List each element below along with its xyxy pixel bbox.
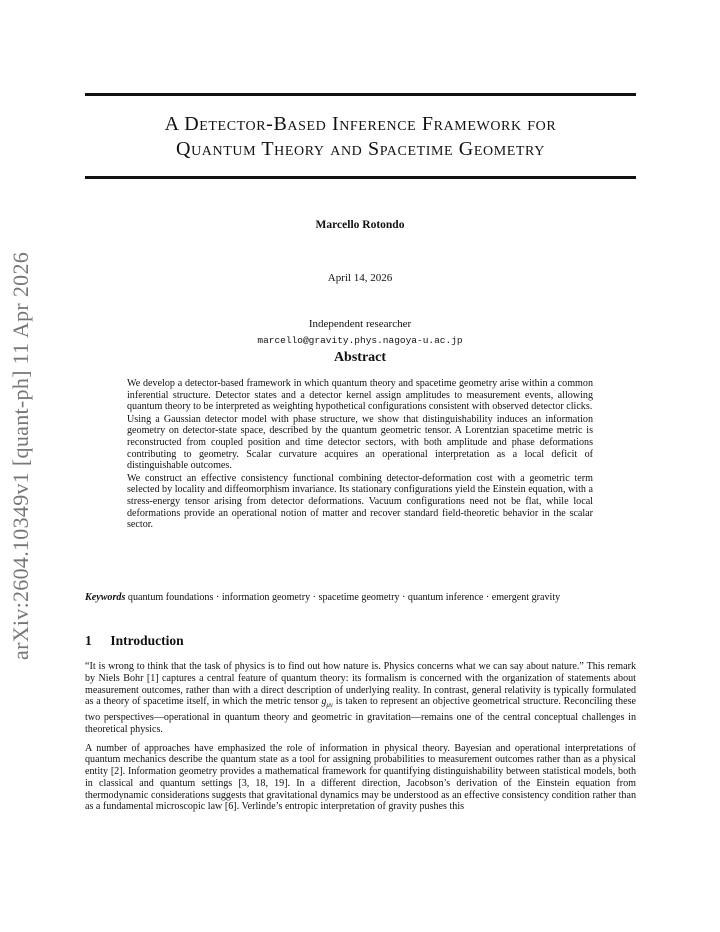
metric-tensor-symbol: $g_{\mu\nu}$: [321, 696, 333, 710]
affiliation: Independent researcher: [308, 318, 412, 330]
abstract-paragraph: We develop a detector-based framework in which quantum theory and spacetime geometry arise within a common inferential structure. Detector states and a detector kernel assign amplitudes to measurement events, allowing quantum theory to be interpreted as weighting hypothetical configurations consistent with observed detector clicks.: [127, 378, 593, 413]
abstract-heading: Abstract: [333, 350, 387, 365]
title-line-2: Quantum Theory and Spacetime Geometry: [176, 138, 545, 160]
paper-date: April 14, 2026: [327, 272, 393, 284]
title-line-1: A Detector-Based Inference Framework for: [164, 113, 557, 135]
section-title: Introduction: [110, 633, 184, 648]
arxiv-stamp: arXiv:2604.10349v1 [quant-ph] 11 Apr 2026: [8, 251, 33, 660]
abstract-paragraph: Using a Gaussian detector model with phase structure, we show that distinguishability induces an information geometry on detector-state space, described by the quantum geometric tensor. A Lorentzian spacetime metric is reconstructed from coupled position and time detector sectors, with both amplitude and phase deformations contributing to geometry. Scalar curvature acquires an operational interpretation as a local deficit of distinguishable outcomes.: [127, 413, 593, 472]
body-text: is taken to represent an objective geometrical structure. Reconciling these two perspectives—operational in quantum theory and geometric in gravitation—remains one of the central conceptual challenges in theoretical physics.: [85, 696, 636, 735]
section-heading: [85, 633, 184, 649]
keywords-text: quantum foundations · information geometry · spacetime geometry · quantum inference · emergent gravity: [127, 592, 561, 603]
body-text: “It is wrong to think that the task of physics is to find out how nature is. Physics concerns what we can say about nature.” This remark by Niels Bohr [1] captures a central feature of quantum theory: its formalism is concerned with the organization of statements about measurement outcomes, rather than with a direct description of underlying reality. In contrast, general relativity is typically formulated as a theory of spacetime itself, in which the metric tensor: [85, 661, 636, 708]
body-paragraph: [85, 661, 636, 736]
author-email: marcello@gravity.phys.nagoya-u.ac.jp: [257, 335, 463, 346]
section-number: 1: [85, 633, 92, 648]
title-bottom-rule: [85, 176, 636, 179]
author-name: Marcello Rotondo: [315, 219, 405, 231]
section-body: [85, 661, 636, 820]
paper-title: [85, 112, 636, 162]
keywords-label: Keywords: [85, 592, 126, 603]
title-top-rule: [85, 93, 636, 96]
abstract-paragraph: We construct an effective consistency functional combining detector-deformation cost with a geometric term selected by locality and diffeomorphism invariance. Its stationary configurations yield the Einstein equation, with a stress-energy tensor arising from detector deformations. Vacuum configurations need not be flat, while local deformations provide an operational notion of matter and recover standard field-theoretic behavior in the scalar sector.: [127, 472, 593, 531]
keywords: [85, 592, 636, 604]
body-paragraph: A number of approaches have emphasized the role of information in physical theory. Bayesian and operational interpretations of quantum mechanics describe the quantum state as a tool for assigning probabilities to measurement outcomes rather than as a physical entity [2]. Information geometry provides a mathematical framework for quantifying distinguishability between statistical models, both in classical and quantum settings [3, 18, 19]. In a different direction, Jacobson’s derivation of the Einstein equation from thermodynamic considerations suggests that gravitational dynamics may be understood as an effective consistency condition rather than as a fundamental microscopic law [6]. Verlinde’s entropic interpretation of gravity pushes this: [85, 742, 636, 813]
abstract-body: [127, 378, 593, 532]
